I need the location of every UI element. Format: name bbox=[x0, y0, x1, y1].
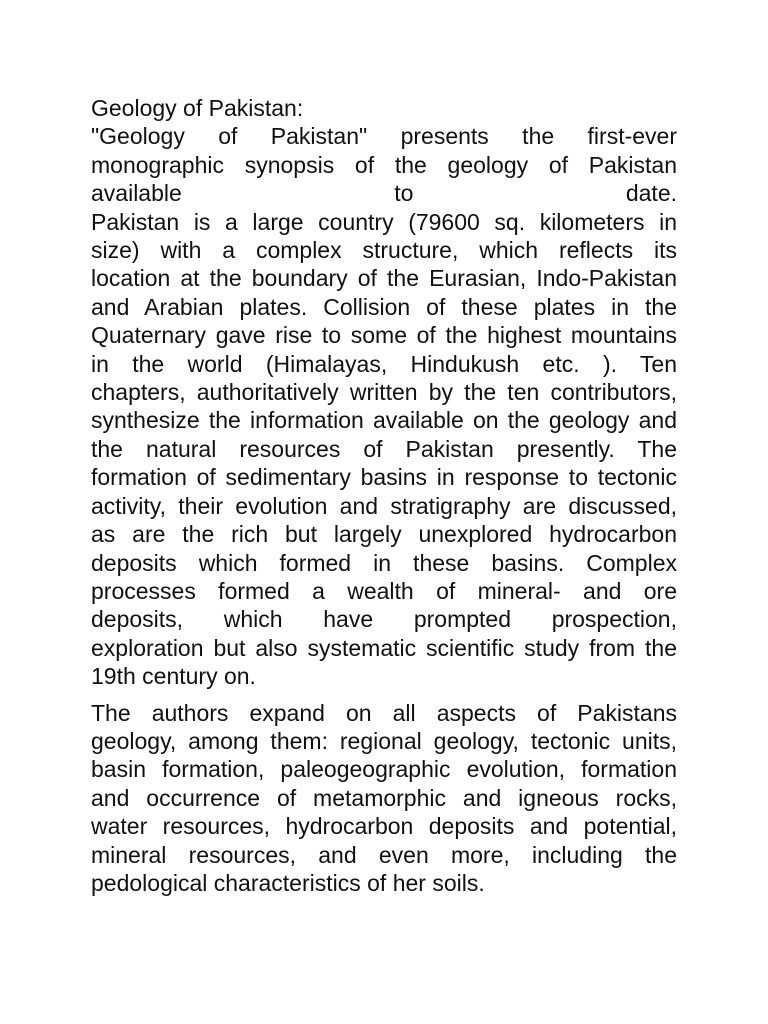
document-title: Geology of Pakistan: bbox=[91, 95, 304, 121]
paragraph-line: formation of sedimentary basins in response to tectonic bbox=[91, 464, 677, 491]
paragraph-line: available to date. bbox=[91, 180, 677, 207]
paragraph-line: and Arabian plates. Collision of these plates in the bbox=[91, 293, 677, 320]
paragraph-line: and occurrence of metamorphic and igneous rocks, bbox=[91, 784, 677, 811]
paragraph-line: Pakistan is a large country (79600 sq. kilometers in bbox=[91, 208, 677, 235]
paragraph-line: Quaternary gave rise to some of the highest mountains bbox=[91, 322, 677, 349]
paragraph-line: location at the boundary of the Eurasian, Indo-Pakistan bbox=[91, 265, 677, 292]
paragraph-line: in the world (Himalayas, Hindukush etc. ). Ten bbox=[91, 350, 677, 377]
paragraph-line: deposits which formed in these basins. Complex bbox=[91, 549, 677, 576]
paragraph-line: "Geology of Pakistan" presents the first-ever bbox=[91, 123, 677, 150]
paragraph-line: pedological characteristics of her soils. bbox=[91, 869, 485, 896]
paragraph-line: water resources, hydrocarbon deposits and potential, bbox=[91, 813, 677, 840]
paragraph-line: mineral resources, and even more, including the bbox=[91, 841, 677, 868]
paragraph-line: exploration but also systematic scientific study from the bbox=[91, 634, 677, 661]
paragraph-line: monographic synopsis of the geology of Pakistan bbox=[91, 151, 677, 178]
paragraph-authors bbox=[91, 699, 677, 898]
paragraph-line: as are the rich but largely unexplored hydrocarbon bbox=[91, 521, 677, 548]
paragraph-line: processes formed a wealth of mineral- and ore bbox=[91, 577, 677, 604]
paragraph-line: The authors expand on all aspects of Pakistans bbox=[91, 699, 677, 726]
paragraph-line: basin formation, paleogeographic evolution, formation bbox=[91, 756, 677, 783]
paragraph-intro bbox=[91, 122, 677, 690]
paragraph-line: chapters, authoritatively written by the ten contributors, bbox=[91, 379, 677, 406]
paragraph-line: deposits, which have prompted prospection, bbox=[91, 606, 677, 633]
paragraph-line: synthesize the information available on the geology and bbox=[91, 407, 677, 434]
paragraph-line: the natural resources of Pakistan presently. The bbox=[91, 435, 677, 462]
document-page bbox=[91, 94, 677, 897]
paragraph-line: 19th century on. bbox=[91, 663, 256, 690]
paragraph-line: size) with a complex structure, which reflects its bbox=[91, 237, 677, 264]
paragraph-line: geology, among them: regional geology, tectonic units, bbox=[91, 727, 677, 754]
paragraph-line: activity, their evolution and stratigraphy are discussed, bbox=[91, 492, 677, 519]
